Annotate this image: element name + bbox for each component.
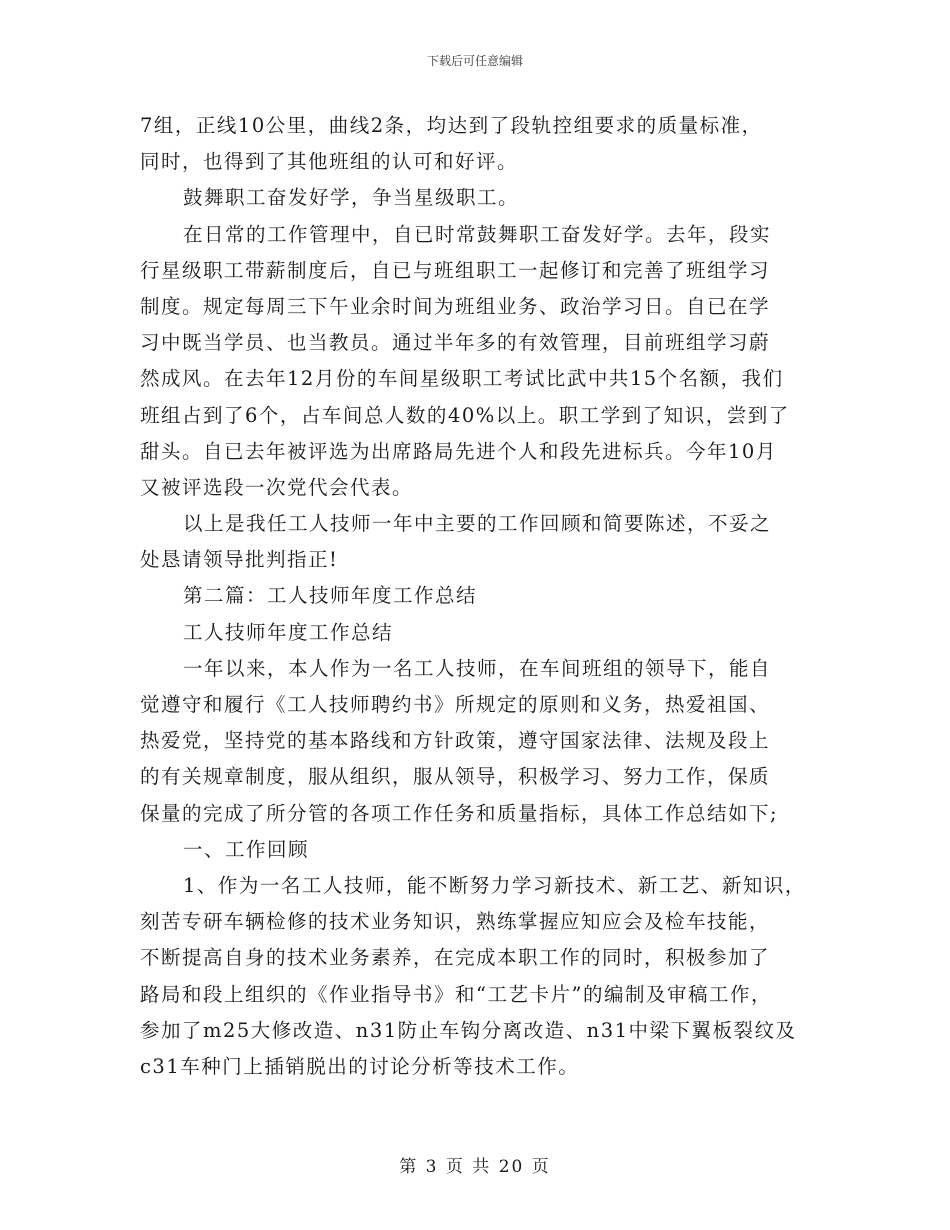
section-heading: 一、工作回顾 [183,837,310,861]
page-header: 下载后可任意编辑 [426,54,523,68]
text-line: 保量的完成了所分管的各项工作任务和质量指标，具体工作总结如下; [140,801,779,825]
text-line: c31车种门上插销脱出的讨论分析等技术工作。 [140,1054,580,1078]
text-line: 一年以来，本人作为一名工人技师，在车间班组的领导下，能自 [183,656,772,680]
text-line: 热爱党，坚持党的基本路线和方针政策，遵守国家法律、法规及段上 [140,729,771,753]
text-line: 制度。规定每周三下午业余时间为班组业务、政治学习日。自已在学 [140,294,771,318]
text-line: 习中既当学员、也当教员。通过半年多的有效管理，目前班组学习蔚 [140,331,771,355]
text-line: 同时，也得到了其他班组的认可和好评。 [140,150,519,174]
text-line: 又被评选段一次党代会代表。 [140,475,414,499]
document-body [140,108,820,1085]
text-line: 参加了m25大修改造、n31防止车钩分离改造、n31中梁下翼板裂纹及 [140,1018,797,1042]
text-line: 行星级职工带薪制度后，自已与班组职工一起修订和完善了班组学习 [140,258,771,282]
text-line: 7组，正线10公里，曲线2条，均达到了段轨控组要求的质量标准， [140,114,763,137]
chapter-title: 第二篇：工人技师年度工作总结 [183,584,478,608]
text-line: 刻苦专研车辆检修的技术业务知识，熟练掌握应知应会及检车技能， [140,910,771,934]
section-heading: 鼓舞职工奋发好学，争当星级职工。 [183,186,520,210]
text-line: 甜头。自已去年被评选为出席路局先进个人和段先进标兵。今年10月 [140,439,777,463]
text-line: 的有关规章制度，服从组织，服从领导，积极学习、努力工作，保质 [140,765,771,789]
text-line: 处恳请领导批判指正! [140,548,339,572]
page-number-footer: 第 3 页 共 20 页 [399,1157,551,1177]
text-line: 然成风。在去年12月份的车间星级职工考试比武中共15个名额，我们 [140,367,784,391]
text-line: 觉遵守和履行《工人技师聘约书》所规定的原则和义务，热爱祖国、 [140,693,771,716]
text-line: 路局和段上组织的《作业指导书》和“工艺卡片”的编制及审稿工作， [140,982,772,1006]
text-line: 在日常的工作管理中，自已时常鼓舞职工奋发好学。去年，段实 [183,222,772,246]
text-line: 1、作为一名工人技师，能不断努力学习新技术、新工艺、新知识， [183,873,806,897]
text-line: 不断提高自身的技术业务素养，在完成本职工作的同时，积极参加了 [140,946,771,970]
text-line: 以上是我任工人技师一年中主要的工作回顾和简要陈述，不妥之 [183,512,772,536]
document-title: 工人技师年度工作总结 [183,620,394,644]
text-line: 班组占到了6个，占车间总人数的40%以上。职工学到了知识，尝到了 [140,403,790,427]
